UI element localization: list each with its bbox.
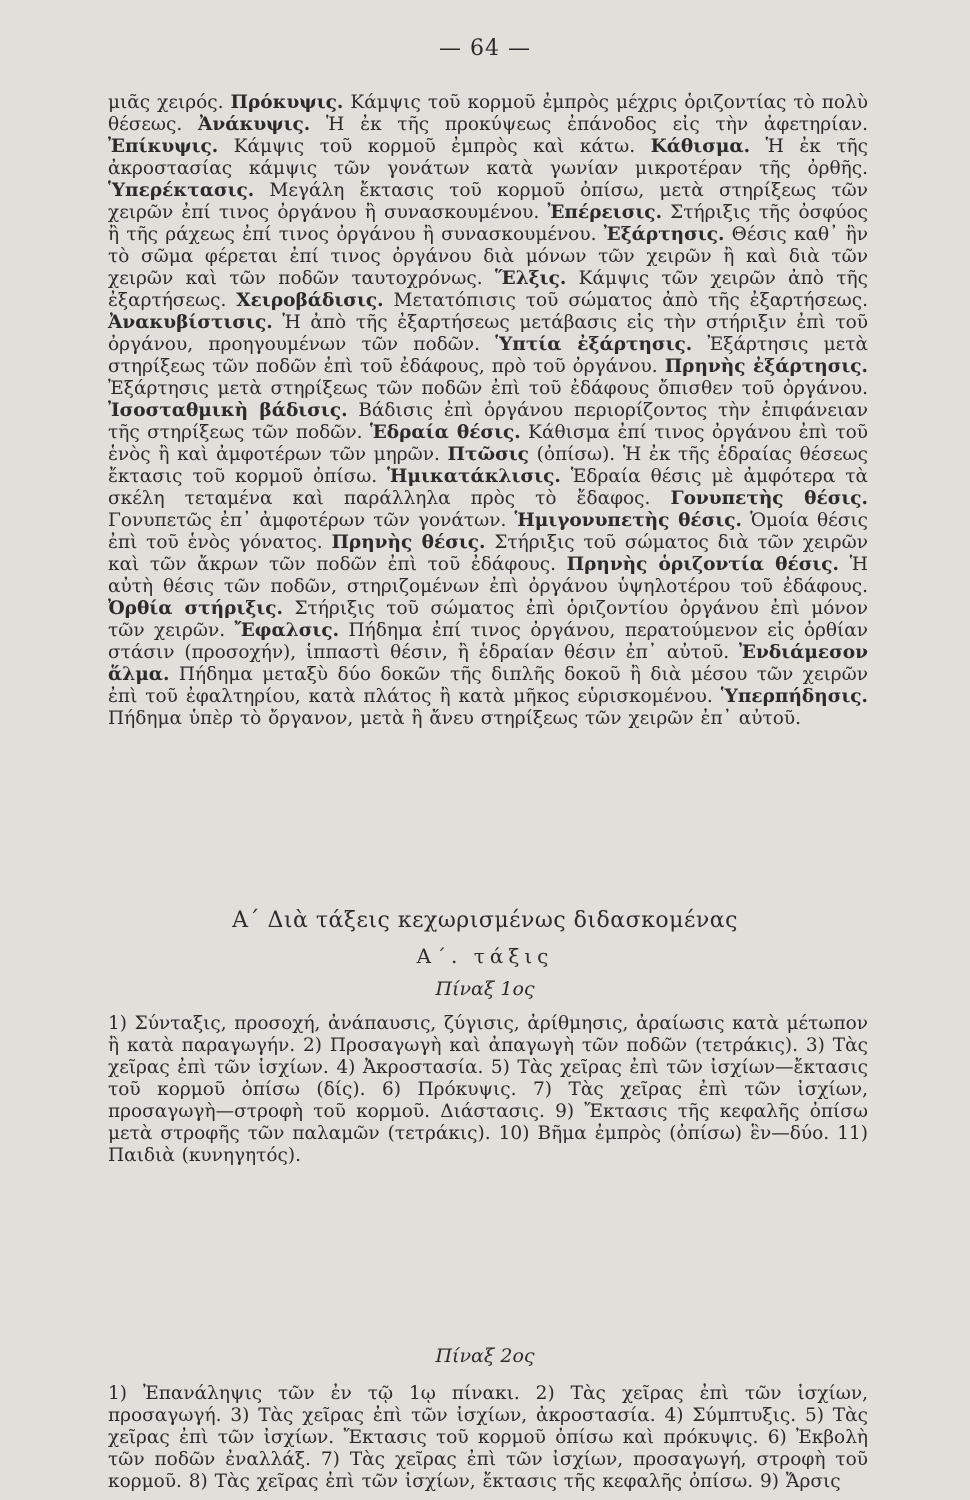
table-1-paragraph: 1) Σύνταξις, προσοχή, ἀνάπαυσις, ζύγισις, ἀρίθμησις, ἀραίωσις κατὰ μέτωπον ἢ κατὰ παραγωγήν. 2) Προσαγωγὴ καὶ ἀπαγωγὴ τῶν ποδῶν (τετράκις). 3) Τὰς χεῖρας ἐπὶ τῶν ἰσχίων. 4) Ἀκροστασία. 5) Τὰς χεῖρας ἐπὶ τῶν ἰσχίων—ἔκτασις τοῦ κορμοῦ ὀπίσω (δίς). 6) Πρόκυψις. 7) Τὰς χεῖρας ἐπὶ τῶν ἰσχίων, προσαγωγὴ—στροφὴ τοῦ κορμοῦ. Διάστασις. 9) Ἔκτασις τῆς κεφαλῆς ὀπίσω μετὰ στροφῆς τῶν παλαμῶν (τετράκις). 10) Βῆμα ἐμπρὸς (ὀπίσω) ἓν—δύο. 11) Παιδιὰ (κυνηγητός).	[108, 1013, 868, 1166]
text-run: Ἡ ἐκ τῆς ἀκροστασίας κάμψις τῶν γονάτων κατὰ γωνίαν μικροτέραν τῆς ὀρθῆς.	[108, 136, 868, 179]
term: Κάθισμα.	[650, 136, 751, 157]
class-title: Α΄. τάξις	[416, 944, 554, 968]
text-run: Θέσις καθ᾽ ἣν τὸ σῶμα φέρεται ἐπί τινος ὀργάνου διὰ μόνων τῶν χειρῶν ἢ καὶ διὰ τῶν χειρῶν καὶ τῶν ποδῶν ταυτοχρόνως.	[108, 224, 868, 289]
text-run: Ἡ αὐτὴ θέσις τῶν ποδῶν, στηριζομένων ἐπὶ ὀργάνου ὑψηλοτέρου τοῦ ἐδάφους.	[108, 554, 868, 597]
text-run: Κάμψις τῶν χειρῶν ἀπὸ τῆς ἐξαρτήσεως.	[108, 268, 868, 311]
term: Πρόκυψις.	[230, 92, 344, 113]
table-2-paragraph: 1) Ἐπανάληψις τῶν ἐν τῷ 1ῳ πίνακι. 2) Τὰς χεῖρας ἐπὶ τῶν ἰσχίων, προσαγωγή. 3) Τὰς χεῖρας ἐπὶ τῶν ἰσχίων, ἀκροστασία. 4) Σύμπτυξις. 5) Τὰς χεῖρας ἐπὶ τῶν ἰσχίων. Ἔκτασις τοῦ κορμοῦ ὀπίσω καὶ πρόκυψις. 6) Ἐκβολὴ τῶν ποδῶν ἐναλλάξ. 7) Τὰς χεῖρας ἐπὶ τῶν ἰσχίων, προσαγωγή, στροφὴ τοῦ κορμοῦ. 8) Τὰς χεῖρας ἐπὶ τῶν ἰσχίων, ἔκτασις τῆς κεφαλῆς ὀπίσω. 9) Ἄρσις	[108, 1383, 868, 1492]
text-run: Πήδημα ὑπὲρ τὸ ὄργανον, μετὰ ἢ ἄνευ στηρίξεως τῶν χειρῶν ἐπ᾽ αὐτοῦ.	[108, 708, 801, 729]
term: Ἰσοσταθμικὴ βάδισις.	[108, 400, 348, 421]
term: Ὑπτία ἐξάρτησις.	[495, 334, 693, 355]
term: Ἐπέρεισις.	[547, 202, 663, 223]
text-run: Γονυπετῶς ἐπ᾽ ἀμφοτέρων τῶν γονάτων.	[108, 510, 515, 531]
term: Ὑπερπήδησις.	[720, 686, 868, 707]
term: Ἐξάρτησις.	[603, 224, 725, 245]
text-run: Πήδημα ἐπί τινος ὀργάνου, περατούμενον εἰς ὀρθίαν στάσιν (προσοχήν), ἱππαστὶ θέσιν, ἢ ἑδραίαν θέσιν ἐπ᾽ αὐτοῦ.	[108, 620, 868, 663]
text-run: Στήριξις τοῦ σώματος ἐπὶ ὁριζοντίου ὀργάνου ἐπὶ μόνον τῶν χειρῶν.	[108, 598, 868, 641]
table-2-text	[108, 1383, 868, 1493]
term: Ἡμιγονυπετὴς θέσις.	[514, 510, 742, 531]
term: Χειροβάδισις.	[236, 290, 384, 311]
text-run: (ὀπίσω). Ἡ ἐκ τῆς ἑδραίας θέσεως ἔκτασις τοῦ κορμοῦ ὀπίσω.	[108, 444, 869, 487]
page-number: — 64 —	[439, 36, 531, 61]
text-run: Ἐξάρτησις μετὰ στηρίξεως τῶν ποδῶν ἐπὶ τοῦ ἐδάφους, πρὸ τοῦ ὀργάνου.	[108, 334, 868, 377]
table-2-title: Πίναξ 2ος	[435, 1345, 535, 1367]
term: Πτῶσις	[447, 444, 529, 465]
text-run: Μετατόπισις τοῦ σώματος ἀπὸ τῆς ἐξαρτήσεως.	[383, 290, 868, 311]
section-title: Α΄ Διὰ τάξεις κεχωρισμένως διδασκομένας	[232, 908, 738, 933]
term: Ὀρθία στήριξις.	[108, 598, 283, 619]
main-text-block	[108, 92, 868, 730]
term: Ἐνδιάμεσον ἅλμα.	[108, 642, 868, 685]
term: Ἔφαλσις.	[234, 620, 340, 641]
term: Ἕλξις.	[494, 268, 567, 289]
term: Πρηνὴς ἐξάρτησις.	[664, 356, 868, 377]
text-run: Ἐξάρτησις μετὰ στηρίξεως τῶν ποδῶν ἐπὶ τοῦ ἐδάφους ὄπισθεν τοῦ ὀργάνου.	[108, 378, 868, 399]
text-run: Βάδισις ἐπὶ ὀργάνου περιορίζοντος τὴν ἐπιφάνειαν τῆς στηρίξεως τῶν ποδῶν.	[108, 400, 868, 443]
term: Ἡμικατάκλισις.	[387, 466, 561, 487]
text-run: Πήδημα μεταξὺ δύο δοκῶν τῆς διπλῆς δοκοῦ ἢ διὰ μέσου τῶν χειρῶν ἐπὶ τοῦ ἐφαλτηρίου, κατὰ πλάτος ἢ κατὰ μῆκος εὑρισκομένου.	[108, 664, 868, 707]
text-run: Ἑδραία θέσις μὲ ἀμφότερα τὰ σκέλη τεταμένα καὶ παράλληλα πρὸς τὸ ἔδαφος.	[108, 466, 868, 509]
table-1-title: Πίναξ 1ος	[435, 978, 535, 1000]
text-run: μιᾶς χειρός.	[108, 92, 231, 113]
term: Ἀνάκυψις.	[198, 114, 311, 135]
term: Ἀνακυβίστισις.	[108, 312, 273, 333]
table-1-text	[108, 1013, 868, 1167]
text-run: Κάθισμα ἐπί τινος ὀργάνου ἐπὶ τοῦ ἑνὸς ἢ καὶ ἀμφοτέρων τῶν μηρῶν.	[108, 422, 868, 465]
text-run: Ὁμοία θέσις ἐπὶ τοῦ ἑνὸς γόνατος.	[108, 510, 868, 553]
definitions-paragraph	[108, 92, 868, 730]
term: Ἑδραία θέσις.	[369, 422, 521, 443]
term: Ὑπερέκτασις.	[108, 180, 255, 201]
term: Γονυπετὴς θέσις.	[670, 488, 868, 509]
text-run: Ἡ ἐκ τῆς προκύψεως ἐπάνοδος εἰς τὴν ἀφετηρίαν.	[310, 114, 868, 135]
text-run: Κάμψις τοῦ κορμοῦ ἐμπρὸς μέχρις ὁριζοντίας τὸ πολὺ θέσεως.	[108, 92, 868, 135]
text-run: Μεγάλη ἔκτασις τοῦ κορμοῦ ὀπίσω, μετὰ στηρίξεως τῶν χειρῶν ἐπί τινος ὀργάνου ἢ συνασκουμένου.	[108, 180, 868, 223]
text-run: Κάμψις τοῦ κορμοῦ ἐμπρὸς καὶ κάτω.	[218, 136, 651, 157]
term: Ἐπίκυψις.	[108, 136, 219, 157]
term: Πρηνὴς ὁριζοντία θέσις.	[566, 554, 839, 575]
text-run: Στήριξις τοῦ σώματος διὰ τῶν χειρῶν καὶ τῶν ἄκρων τῶν ποδῶν ἐπὶ τοῦ ἐδάφους.	[108, 532, 869, 575]
text-run: Ἡ ἀπὸ τῆς ἐξαρτήσεως μετάβασις εἰς τὴν στήριξιν ἐπὶ τοῦ ὀργάνου, προηγουμένων τῶν ποδῶν.	[108, 312, 868, 355]
term: Πρηνὴς θέσις.	[331, 532, 486, 553]
text-run: Στήριξις τῆς ὀσφύος ἢ τῆς ράχεως ἐπί τινος ὀργάνου ἢ συνασκουμένου.	[108, 202, 869, 245]
